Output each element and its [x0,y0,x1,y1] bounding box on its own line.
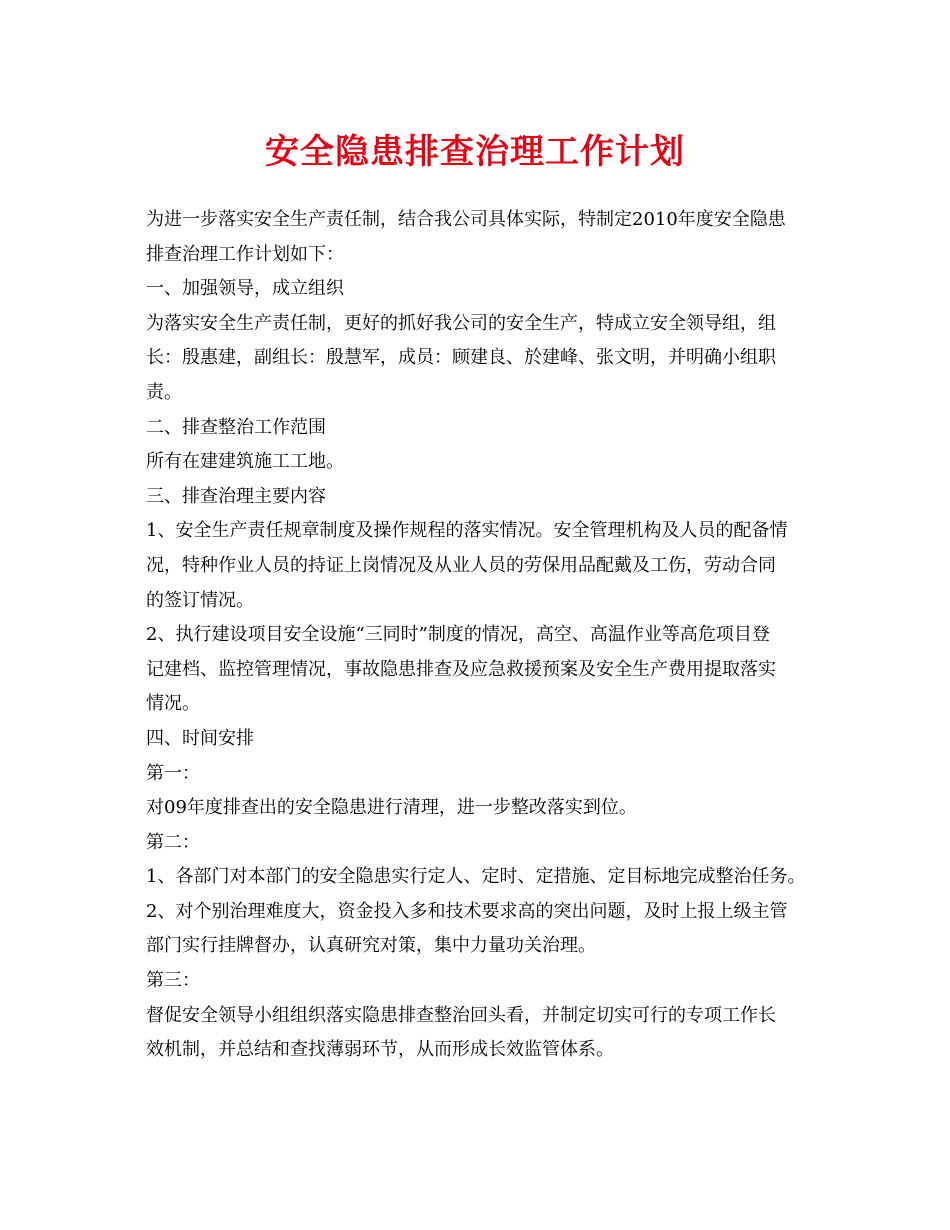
section-heading: 三、排查治理主要内容 [146,485,326,507]
body-line: 情况。 [146,693,200,715]
body-line: 的签订情况。 [146,589,254,611]
body-line: 2、执行建设项目安全设施“三同时”制度的情况，高空、高温作业等高危项目登 [146,624,770,646]
body-line: 效机制，并总结和查找薄弱环节，从而形成长效监管体系。 [146,1039,614,1061]
body-line: 责。 [146,381,182,403]
body-line: 况，特种作业人员的持证上岗情况及从业人员的劳保用品配戴及工伤，劳动合同 [146,554,776,576]
body-line: 1、各部门对本部门的安全隐患实行定人、定时、定措施、定目标地完成整治任务。 [146,866,806,888]
body-line: 部门实行挂牌督办，认真研究对策，集中力量功关治理。 [146,935,596,957]
body-line: 督促安全领导小组组织落实隐患排查整治回头看，并制定切实可行的专项工作长 [146,1004,776,1026]
section-heading: 一、加强领导，成立组织 [146,278,344,300]
body-line: 所有在建建筑施工工地。 [146,451,344,473]
subsection-label: 第一： [146,762,200,784]
body-line: 排查治理工作计划如下： [146,243,344,265]
body-line: 为进一步落实安全生产责任制，结合我公司具体实际，特制定2010年度安全隐患 [146,209,786,230]
document-body [146,203,826,1068]
body-line: 2、对个别治理难度大，资金投入多和技术要求高的突出问题，及时上报上级主管 [146,900,788,922]
body-line: 长：殷惠建，副组长：殷慧军，成员：顾建良、於建峰、张文明，并明确小组职 [146,347,776,369]
body-line: 对09年度排查出的安全隐患进行清理，进一步整改落实到位。 [146,797,637,819]
section-heading: 四、时间安排 [146,727,254,749]
document-title: 安全隐患排查治理工作计划 [265,132,685,172]
body-line: 1、安全生产责任规章制度及操作规程的落实情况。安全管理机构及人员的配备情 [146,520,788,542]
section-heading: 二、排查整治工作范围 [146,416,326,438]
body-line: 记建档、监控管理情况，事故隐患排查及应急救援预案及安全生产费用提取落实 [146,658,776,680]
subsection-label: 第二： [146,831,200,853]
body-line: 为落实安全生产责任制，更好的抓好我公司的安全生产，特成立安全领导组，组 [146,312,776,334]
subsection-label: 第三： [146,970,200,992]
